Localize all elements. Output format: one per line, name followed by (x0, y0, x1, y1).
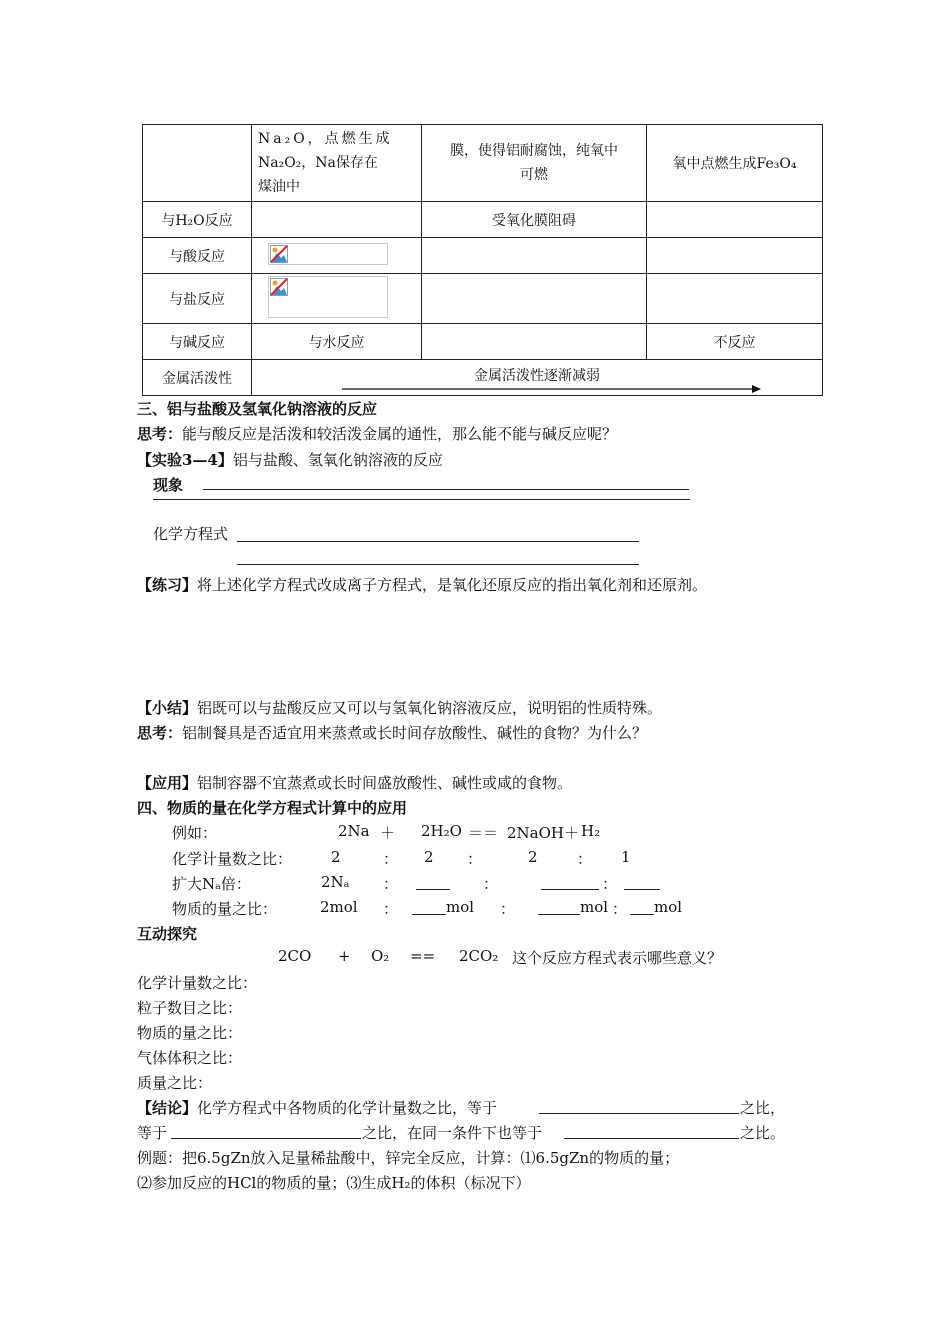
table-row (143, 125, 823, 202)
answer-line (538, 914, 580, 915)
table-row (143, 360, 823, 396)
experiment-text: 铝与盐酸、氢氧化钠溶液的反应 (232, 451, 443, 469)
answer-line (171, 1138, 361, 1139)
na-cell (252, 238, 422, 274)
metal-properties-table (142, 124, 823, 396)
coef-value: 2 (424, 848, 434, 866)
answer-line (416, 889, 450, 890)
colon: ： (483, 875, 499, 893)
example-line: ⑵参加反应的HCl的物质的量；⑶生成H₂的体积（标况下） (137, 1174, 531, 1192)
answer-line (541, 889, 599, 890)
think2-paragraph (137, 722, 647, 743)
fe-cell (647, 202, 823, 238)
practice-paragraph (137, 574, 707, 595)
mol-value: 2mol (320, 898, 358, 916)
colon: ： (612, 900, 628, 918)
table-row (143, 238, 823, 274)
row-label: 与酸反应 (143, 238, 252, 274)
na-value: 2Nₐ (321, 873, 350, 891)
eq-term: 2CO (278, 947, 312, 965)
na-label: 扩大Nₐ倍： (172, 875, 251, 893)
conclusion-line (137, 1097, 497, 1118)
eq-term: 2NaOH＋ (507, 824, 579, 842)
na-cell (252, 125, 422, 202)
answer-line (412, 914, 446, 915)
table-row (143, 324, 823, 360)
conclusion-text: 化学方程式中各物质的化学计量数之比，等于 (197, 1099, 498, 1117)
eq-term: O₂ (371, 947, 390, 965)
row-label: 金属活泼性 (143, 360, 252, 396)
think2-text: 铝制餐具是否适宜用来蒸煮或长时间存放酸性、碱性的食物？为什么？ (182, 724, 648, 742)
example-line: 例题：把6.5gZn放入足量稀盐酸中，锌完全反应，计算：⑴6.5gZn的物质的量； (137, 1149, 680, 1167)
eq-term: ＋ (380, 824, 396, 842)
summary-label: 【小结】 (137, 699, 198, 717)
section-heading: 四、物质的量在化学方程式计算中的应用 (137, 799, 408, 817)
fe-cell (647, 274, 823, 324)
table-row (143, 274, 823, 324)
eq-term: 2H₂O (421, 822, 462, 840)
right-arrow-icon (342, 384, 762, 394)
interact-item: 化学计量数之比： (137, 974, 258, 992)
al-cell (422, 324, 647, 360)
apply-paragraph (137, 772, 572, 793)
think-paragraph (137, 423, 617, 444)
activity-cell (252, 360, 823, 396)
row-label: 与盐反应 (143, 274, 252, 324)
fe-cell: 不反应 (647, 324, 823, 360)
fe-cell (647, 238, 823, 274)
mol-label: 物质的量之比： (172, 900, 278, 918)
interact-question: 这个反应方程式表示哪些意义？ (512, 949, 723, 967)
answer-line (153, 499, 690, 500)
row-label: 与碱反应 (143, 324, 252, 360)
mol-unit: mol (654, 898, 683, 916)
cell-line: Na₂O，点燃生成 (258, 131, 393, 147)
think2-label: 思考： (137, 724, 183, 742)
eq-term: == (410, 947, 436, 965)
interact-heading: 互动探究 (137, 925, 198, 943)
mol-unit: mol (580, 898, 609, 916)
conclusion-text: 之比。 (740, 1124, 786, 1142)
coef-value: ： (383, 850, 399, 868)
equation-label: 化学方程式 (153, 525, 229, 543)
interact-item: 物质的量之比： (137, 1024, 243, 1042)
interact-item: 粒子数目之比： (137, 999, 243, 1017)
cell-line: Na₂O₂，Na保存在 (258, 155, 378, 171)
section-heading: 三、铝与盐酸及氢氧化钠溶液的反应 (137, 400, 378, 418)
answer-line (564, 1138, 739, 1139)
practice-text: 将上述化学方程式改成离子方程式，是氧化还原反应的指出氧化剂和还原剂。 (197, 576, 708, 594)
eq-term: ＝＝ (468, 824, 499, 842)
cell-line: 煤油中 (258, 179, 300, 195)
colon: ： (602, 875, 618, 893)
coef-value: ： (577, 850, 593, 868)
colon: ： (383, 900, 399, 918)
cell-line: 可燃 (520, 167, 548, 183)
mol-unit: mol (446, 898, 475, 916)
apply-label: 【应用】 (137, 774, 198, 792)
coef-value: 1 (621, 848, 631, 866)
table-row (143, 202, 823, 238)
fe-cell: 氧中点燃生成Fe₃O₄ (647, 125, 823, 202)
apply-text: 铝制容器不宜蒸煮或长时间盛放酸性、碱性或咸的食物。 (197, 774, 573, 792)
table-cell (143, 125, 252, 202)
eq-term: + (338, 947, 351, 965)
activity-text: 金属活泼性逐渐减弱 (474, 368, 600, 384)
answer-line (203, 489, 689, 490)
colon: ： (500, 900, 516, 918)
na-cell (252, 202, 422, 238)
eq-term: 2Na (338, 822, 370, 840)
coef-value: 2 (528, 848, 538, 866)
answer-line (624, 889, 660, 890)
broken-image-icon (268, 243, 388, 265)
example-label: 例如： (172, 824, 218, 842)
al-cell (422, 238, 647, 274)
think-text: 能与酸反应是活泼和较活泼金属的通性，那么能不能与碱反应呢？ (182, 425, 618, 443)
conclusion-text: 等于 (137, 1124, 168, 1142)
think-label: 思考： (137, 425, 183, 443)
interact-item: 气体体积之比： (137, 1049, 243, 1067)
al-cell (422, 125, 647, 202)
eq-term: H₂ (581, 822, 601, 840)
answer-line (630, 914, 654, 915)
broken-image-icon (268, 276, 388, 318)
row-label: 与H₂O反应 (143, 202, 252, 238)
colon: ： (383, 875, 399, 893)
conclusion-label: 【结论】 (137, 1099, 198, 1117)
na-cell: 与水反应 (252, 324, 422, 360)
conclusion-text: 之比，在同一条件下也等于 (362, 1124, 543, 1142)
al-cell: 受氧化膜阻碍 (422, 202, 647, 238)
coef-value: 2 (331, 848, 341, 866)
na-cell (252, 274, 422, 324)
experiment-paragraph (137, 449, 443, 470)
interact-item: 质量之比： (137, 1074, 213, 1092)
answer-line (237, 541, 639, 542)
answer-line (237, 564, 639, 565)
al-cell (422, 274, 647, 324)
summary-paragraph (137, 697, 662, 718)
coef-label: 化学计量数之比： (172, 850, 293, 868)
summary-text: 铝既可以与盐酸反应又可以与氢氧化钠溶液反应，说明铝的性质特殊。 (197, 699, 663, 717)
phenomenon-label: 现象 (153, 476, 184, 494)
practice-label: 【练习】 (137, 576, 198, 594)
coef-value: ： (467, 850, 483, 868)
eq-term: 2CO₂ (459, 947, 499, 965)
cell-line: 膜，使得铝耐腐蚀，纯氧中 (450, 143, 618, 159)
answer-line (539, 1113, 739, 1114)
conclusion-text: 之比， (740, 1099, 786, 1117)
experiment-label: 【实验3—4】 (137, 451, 233, 469)
